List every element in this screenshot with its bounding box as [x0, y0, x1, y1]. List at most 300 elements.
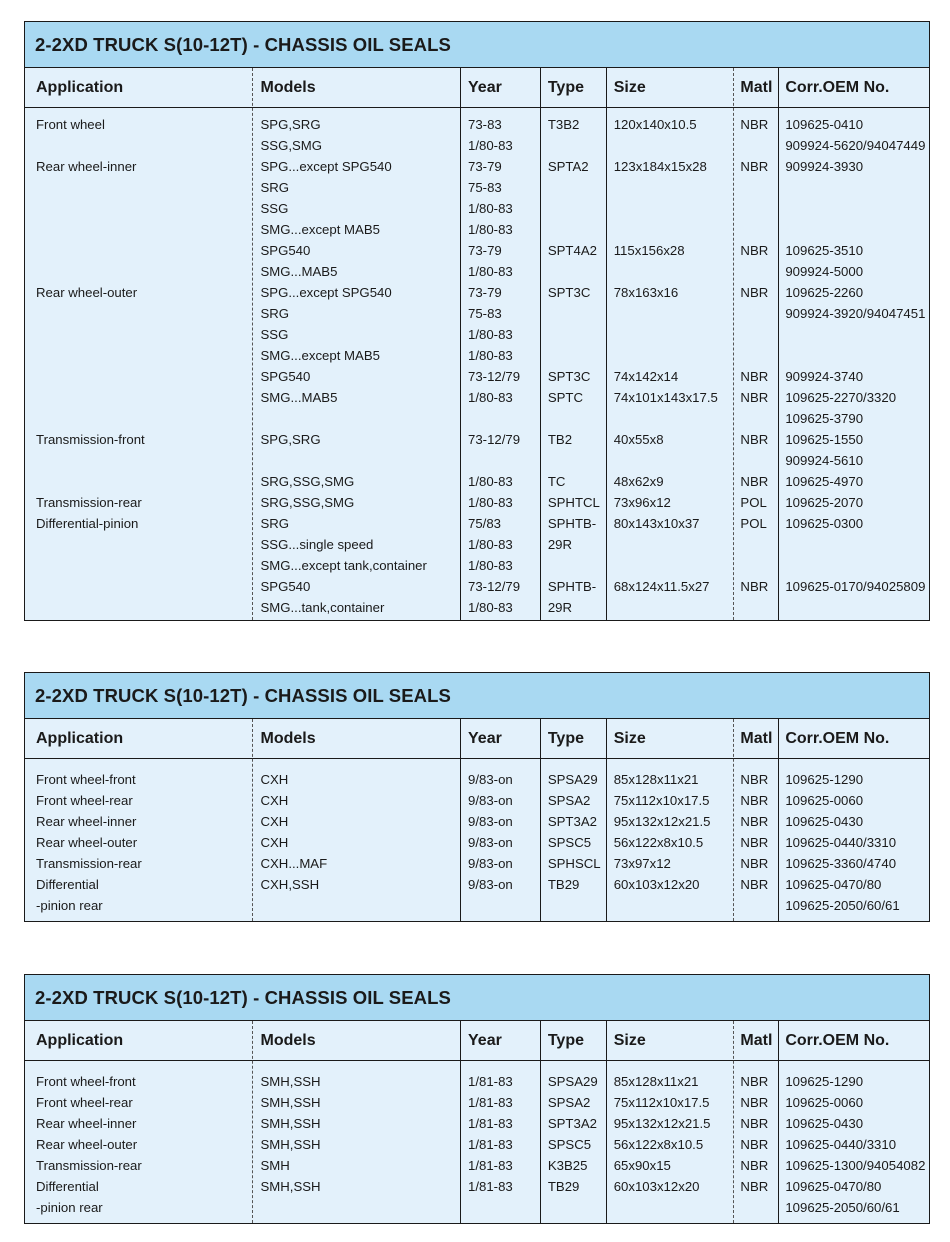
- cell-year: 1/80-83: [468, 495, 513, 510]
- column-divider: [540, 719, 541, 921]
- cell-application: Front wheel-front: [36, 1074, 136, 1089]
- cell-models: SMG...MAB5: [260, 390, 338, 405]
- cell-type: TB29: [547, 877, 580, 892]
- cell-matl: NBR: [740, 243, 769, 258]
- cell-matl: NBR: [740, 1074, 769, 1089]
- table-row: [25, 1176, 929, 1197]
- column-divider: [252, 1021, 253, 1223]
- cell-year: 9/83-on: [468, 772, 513, 787]
- cell-models: [252, 408, 460, 429]
- table-row: [25, 853, 929, 874]
- header-oem: Corr.OEM No.: [785, 78, 890, 96]
- cell-type: SPT3A2: [547, 1116, 597, 1131]
- cell-oem-number: 909924-3930: [785, 159, 864, 174]
- cell-year: 1/80-83: [468, 390, 513, 405]
- cell-size: 80x143x10x37: [613, 516, 700, 531]
- cell-models: SMH: [260, 1158, 290, 1173]
- cell-matl: NBR: [740, 390, 769, 405]
- cell-application: Differential-pinion: [36, 516, 139, 531]
- header-type: Type: [547, 729, 584, 747]
- cell-application: [25, 366, 252, 387]
- cell-oem-number: 109625-0470/80: [785, 1179, 882, 1194]
- cell-application: Front wheel-rear: [36, 1095, 133, 1110]
- cell-oem-number: 109625-0430: [785, 1116, 864, 1131]
- header-year: Year: [468, 78, 502, 96]
- cell-models: SMG...except MAB5: [260, 348, 380, 363]
- cell-year: 1/81-83: [468, 1095, 513, 1110]
- header-size: Size: [613, 78, 646, 96]
- cell-matl: [732, 555, 777, 576]
- cell-models: CXH: [260, 814, 289, 829]
- cell-models: SRG,SSG,SMG: [260, 474, 355, 489]
- cell-size: [606, 1197, 733, 1218]
- cell-models: SRG: [260, 306, 290, 321]
- header-oem: Corr.OEM No.: [785, 729, 890, 747]
- cell-type: SPT3A2: [547, 814, 597, 829]
- table-row: [25, 832, 929, 853]
- cell-matl: [732, 597, 777, 618]
- cell-application: [25, 597, 252, 618]
- cell-size: [606, 324, 733, 345]
- cell-size: 74x142x14: [613, 369, 679, 384]
- cell-type: [540, 895, 606, 916]
- table-row: [25, 114, 929, 135]
- cell-models: SPG,SRG: [260, 432, 321, 447]
- cell-year: 75/83: [468, 516, 502, 531]
- table-row: [25, 303, 929, 324]
- cell-application: Rear wheel-inner: [36, 814, 137, 829]
- column-divider: [778, 1021, 779, 1223]
- cell-application: Differential: [36, 877, 99, 892]
- cell-application: [25, 240, 252, 261]
- cell-size: 56x122x8x10.5: [613, 835, 704, 850]
- cell-application: [25, 177, 252, 198]
- cell-size: 73x97x12: [613, 856, 671, 871]
- cell-matl: NBR: [740, 117, 769, 132]
- cell-oem-number: [777, 597, 929, 618]
- table-row: [25, 769, 929, 790]
- table-row: [25, 387, 929, 408]
- cell-models: CXH...MAF: [260, 856, 328, 871]
- cell-application: [25, 534, 252, 555]
- cell-type: [540, 345, 606, 366]
- cell-oem-number: 909924-5620/94047449: [785, 138, 926, 153]
- table-row: [25, 240, 929, 261]
- cell-year: [460, 450, 540, 471]
- header-matl: Matl: [740, 1031, 773, 1049]
- cell-oem-number: 109625-0470/80: [785, 877, 882, 892]
- cell-type: [540, 450, 606, 471]
- cell-models: SPG...except SPG540: [260, 159, 392, 174]
- cell-application: [25, 471, 252, 492]
- cell-models: SMH,SSH: [260, 1179, 321, 1194]
- column-divider: [460, 68, 461, 620]
- cell-size: [606, 895, 733, 916]
- cell-type: TB2: [547, 432, 573, 447]
- cell-size: 65x90x15: [613, 1158, 671, 1173]
- cell-size: 95x132x12x21.5: [613, 1116, 711, 1131]
- cell-oem-number: 109625-2070: [785, 495, 864, 510]
- cell-matl: NBR: [740, 856, 769, 871]
- cell-year: 9/83-on: [468, 856, 513, 871]
- cell-type: SPTC: [547, 390, 584, 405]
- cell-matl: [732, 895, 777, 916]
- cell-oem-number: 109625-0300: [785, 516, 864, 531]
- cell-models: SRG: [260, 516, 290, 531]
- cell-matl: NBR: [740, 793, 769, 808]
- cell-type: [540, 555, 606, 576]
- cell-type: [540, 324, 606, 345]
- table-row: [25, 492, 929, 513]
- cell-type: [540, 303, 606, 324]
- header-models: Models: [260, 1031, 316, 1049]
- table-row: [25, 1113, 929, 1134]
- cell-oem-number: 109625-4970: [785, 474, 864, 489]
- table-row: [25, 429, 929, 450]
- cell-application: Rear wheel-inner: [36, 159, 137, 174]
- cell-matl: NBR: [740, 579, 769, 594]
- cell-year: [460, 408, 540, 429]
- cell-oem-number: 109625-1290: [785, 772, 864, 787]
- table-row: [25, 261, 929, 282]
- cell-application: Transmission-rear: [36, 856, 142, 871]
- cell-oem-number: [777, 345, 929, 366]
- cell-matl: [732, 219, 777, 240]
- cell-year: 1/80-83: [468, 348, 513, 363]
- cell-size: 40x55x8: [613, 432, 664, 447]
- cell-type: [540, 177, 606, 198]
- cell-type: SPHTB-: [547, 579, 597, 594]
- cell-year: 73-12/79: [468, 579, 521, 594]
- table-row: [25, 324, 929, 345]
- header-size: Size: [613, 1031, 646, 1049]
- cell-size: 95x132x12x21.5: [613, 814, 711, 829]
- table-body: [25, 759, 929, 916]
- cell-size: 68x124x11.5x27: [613, 579, 710, 594]
- column-divider: [778, 68, 779, 620]
- table-row: [25, 790, 929, 811]
- cell-application: [25, 345, 252, 366]
- cell-matl: [732, 408, 777, 429]
- cell-oem-number: 909924-5610: [785, 453, 864, 468]
- table-row: [25, 219, 929, 240]
- cell-application: [25, 387, 252, 408]
- cell-application: [25, 450, 252, 471]
- cell-models: SMG...except tank,container: [260, 558, 427, 573]
- cell-oem-number: [777, 219, 929, 240]
- cell-year: 1/81-83: [468, 1074, 513, 1089]
- table-row: [25, 576, 929, 597]
- cell-oem-number: 109625-2050/60/61: [785, 898, 900, 913]
- cell-year: 1/80-83: [468, 558, 513, 573]
- header-type: Type: [547, 78, 584, 96]
- table-title: 2-2XD TRUCK S(10-12T) - CHASSIS OIL SEALS: [25, 673, 929, 719]
- table-row: [25, 1092, 929, 1113]
- cell-size: 74x101x143x17.5: [613, 390, 718, 405]
- cell-matl: NBR: [740, 369, 769, 384]
- cell-oem-number: 909924-5000: [785, 264, 864, 279]
- cell-models: [252, 895, 460, 916]
- header-matl: Matl: [740, 729, 773, 747]
- column-divider: [733, 68, 734, 620]
- cell-size: 60x103x12x20: [613, 1179, 700, 1194]
- cell-year: 1/81-83: [468, 1179, 513, 1194]
- cell-year: 75-83: [468, 306, 502, 321]
- cell-matl: [732, 1197, 777, 1218]
- cell-matl: [732, 534, 777, 555]
- header-models: Models: [260, 78, 316, 96]
- cell-year: 9/83-on: [468, 877, 513, 892]
- cell-type: TC: [547, 474, 566, 489]
- cell-year: 9/83-on: [468, 814, 513, 829]
- cell-models: SMH,SSH: [260, 1074, 321, 1089]
- cell-size: [606, 198, 733, 219]
- cell-application: -pinion rear: [36, 1200, 103, 1215]
- cell-application: [25, 555, 252, 576]
- table-body: [25, 108, 929, 618]
- cell-application: Rear wheel-outer: [36, 835, 138, 850]
- cell-oem-number: 109625-0430: [785, 814, 864, 829]
- cell-models: [252, 450, 460, 471]
- cell-type: SPSA29: [547, 772, 598, 787]
- cell-type: SPT3C: [547, 369, 591, 384]
- cell-type: 29R: [547, 600, 573, 615]
- table-row: [25, 345, 929, 366]
- cell-matl: [732, 303, 777, 324]
- column-divider: [733, 719, 734, 921]
- header-application: Application: [36, 729, 124, 747]
- cell-type: SPHTCL: [547, 495, 600, 510]
- cell-oem-number: 109625-0060: [785, 793, 864, 808]
- cell-size: 56x122x8x10.5: [613, 1137, 704, 1152]
- cell-application: Differential: [36, 1179, 99, 1194]
- column-divider: [606, 719, 607, 921]
- column-divider: [540, 68, 541, 620]
- table-row: [25, 135, 929, 156]
- cell-type: SPSC5: [547, 835, 592, 850]
- cell-year: 73-83: [468, 117, 502, 132]
- cell-size: [606, 177, 733, 198]
- cell-type: SPSC5: [547, 1137, 592, 1152]
- cell-type: 29R: [547, 537, 573, 552]
- cell-oem-number: [777, 555, 929, 576]
- cell-matl: NBR: [740, 814, 769, 829]
- cell-models: SPG,SRG: [260, 117, 321, 132]
- oil-seals-table-2: [24, 672, 930, 922]
- header-oem: Corr.OEM No.: [785, 1031, 890, 1049]
- cell-matl: [732, 345, 777, 366]
- header-year: Year: [468, 1031, 502, 1049]
- column-divider: [778, 719, 779, 921]
- cell-year: 73-12/79: [468, 369, 521, 384]
- cell-models: SMG...tank,container: [260, 600, 385, 615]
- header-size: Size: [613, 729, 646, 747]
- header-application: Application: [36, 78, 124, 96]
- oil-seals-table-3: [24, 974, 930, 1224]
- table-row: [25, 555, 929, 576]
- cell-models: CXH: [260, 772, 289, 787]
- cell-application: Front wheel-front: [36, 772, 136, 787]
- cell-models: SRG,SSG,SMG: [260, 495, 355, 510]
- cell-matl: NBR: [740, 432, 769, 447]
- oil-seals-table-1: [24, 21, 930, 621]
- cell-application: Front wheel-rear: [36, 793, 133, 808]
- cell-year: 1/80-83: [468, 264, 513, 279]
- cell-matl: NBR: [740, 159, 769, 174]
- cell-models: [252, 1197, 460, 1218]
- cell-year: 9/83-on: [468, 835, 513, 850]
- cell-year: 1/80-83: [468, 600, 513, 615]
- table-row: [25, 471, 929, 492]
- table-row: [25, 156, 929, 177]
- cell-application: Transmission-rear: [36, 495, 142, 510]
- cell-year: 73-79: [468, 243, 502, 258]
- header-models: Models: [260, 729, 316, 747]
- cell-type: SPHTB-: [547, 516, 597, 531]
- table-row: [25, 450, 929, 471]
- cell-models: SSG: [260, 201, 289, 216]
- table-row: [25, 408, 929, 429]
- cell-size: [606, 303, 733, 324]
- cell-year: 73-12/79: [468, 432, 521, 447]
- cell-models: SSG...single speed: [260, 537, 374, 552]
- table-row: [25, 597, 929, 618]
- cell-size: [606, 261, 733, 282]
- cell-application: Rear wheel-outer: [36, 1137, 138, 1152]
- cell-size: 75x112x10x17.5: [613, 1095, 710, 1110]
- cell-models: SPG...except SPG540: [260, 285, 392, 300]
- cell-application: Transmission-front: [36, 432, 145, 447]
- cell-matl: NBR: [740, 772, 769, 787]
- column-divider: [606, 68, 607, 620]
- cell-size: [606, 534, 733, 555]
- cell-oem-number: 109625-2270/3320: [785, 390, 897, 405]
- cell-size: [606, 450, 733, 471]
- cell-models: SPG540: [260, 579, 311, 594]
- cell-matl: [732, 135, 777, 156]
- cell-type: [540, 261, 606, 282]
- cell-size: 78x163x16: [613, 285, 679, 300]
- cell-year: 1/81-83: [468, 1158, 513, 1173]
- cell-application: [25, 408, 252, 429]
- cell-size: [606, 555, 733, 576]
- table-row: [25, 282, 929, 303]
- column-divider: [460, 719, 461, 921]
- cell-oem-number: [777, 534, 929, 555]
- cell-models: SPG540: [260, 369, 311, 384]
- table-header-row: [25, 68, 929, 108]
- cell-oem-number: 109625-0410: [785, 117, 864, 132]
- cell-models: CXH: [260, 793, 289, 808]
- cell-application: [25, 576, 252, 597]
- table-row: [25, 534, 929, 555]
- cell-year: 73-79: [468, 285, 502, 300]
- table-row: [25, 513, 929, 534]
- table-title: 2-2XD TRUCK S(10-12T) - CHASSIS OIL SEALS: [25, 975, 929, 1021]
- cell-application: [25, 303, 252, 324]
- cell-models: SRG: [260, 180, 290, 195]
- cell-size: 123x184x15x28: [613, 159, 707, 174]
- table-row: [25, 1071, 929, 1092]
- cell-models: SMH,SSH: [260, 1095, 321, 1110]
- cell-application: [25, 135, 252, 156]
- cell-models: SSG: [260, 327, 289, 342]
- cell-size: [606, 408, 733, 429]
- cell-models: SMG...except MAB5: [260, 222, 380, 237]
- cell-application: Transmission-rear: [36, 1158, 142, 1173]
- column-divider: [252, 719, 253, 921]
- table-title: 2-2XD TRUCK S(10-12T) - CHASSIS OIL SEALS: [25, 22, 929, 68]
- cell-year: 1/81-83: [468, 1116, 513, 1131]
- table-row: [25, 366, 929, 387]
- cell-type: SPT4A2: [547, 243, 597, 258]
- cell-matl: NBR: [740, 1095, 769, 1110]
- cell-models: CXH,SSH: [260, 877, 320, 892]
- cell-matl: NBR: [740, 877, 769, 892]
- table-row: [25, 1134, 929, 1155]
- cell-application: [25, 219, 252, 240]
- cell-application: [25, 198, 252, 219]
- cell-year: 1/80-83: [468, 201, 513, 216]
- cell-type: TB29: [547, 1179, 580, 1194]
- table-header-row: [25, 1021, 929, 1061]
- cell-oem-number: 909924-3740: [785, 369, 864, 384]
- table-row: [25, 1197, 929, 1218]
- cell-type: SPTA2: [547, 159, 589, 174]
- cell-matl: NBR: [740, 1137, 769, 1152]
- cell-oem-number: 109625-0060: [785, 1095, 864, 1110]
- table-row: [25, 1155, 929, 1176]
- cell-application: [25, 261, 252, 282]
- cell-oem-number: 109625-1300/94054082: [785, 1158, 926, 1173]
- cell-oem-number: 109625-3360/4740: [785, 856, 897, 871]
- cell-oem-number: [777, 324, 929, 345]
- cell-matl: NBR: [740, 1179, 769, 1194]
- cell-matl: [732, 261, 777, 282]
- table-row: [25, 874, 929, 895]
- cell-type: K3B25: [547, 1158, 588, 1173]
- column-divider: [733, 1021, 734, 1223]
- cell-models: CXH: [260, 835, 289, 850]
- cell-type: SPHSCL: [547, 856, 601, 871]
- cell-application: [25, 324, 252, 345]
- table-row: [25, 177, 929, 198]
- cell-models: SMG...MAB5: [260, 264, 338, 279]
- cell-year: 1/80-83: [468, 327, 513, 342]
- cell-matl: NBR: [740, 1116, 769, 1131]
- cell-oem-number: 109625-1290: [785, 1074, 864, 1089]
- column-divider: [252, 68, 253, 620]
- cell-matl: NBR: [740, 1158, 769, 1173]
- header-matl: Matl: [740, 78, 773, 96]
- cell-size: [606, 135, 733, 156]
- header-application: Application: [36, 1031, 124, 1049]
- cell-year: 1/80-83: [468, 474, 513, 489]
- cell-size: 120x140x10.5: [613, 117, 697, 132]
- cell-size: 48x62x9: [613, 474, 664, 489]
- cell-size: [606, 597, 733, 618]
- cell-type: SPT3C: [547, 285, 591, 300]
- cell-models: SSG,SMG: [260, 138, 323, 153]
- cell-year: [460, 895, 540, 916]
- cell-type: SPSA2: [547, 1095, 591, 1110]
- cell-application: Front wheel: [36, 117, 105, 132]
- cell-type: SPSA29: [547, 1074, 598, 1089]
- cell-type: SPSA2: [547, 793, 591, 808]
- cell-type: T3B2: [547, 117, 580, 132]
- cell-oem-number: 109625-2050/60/61: [785, 1200, 900, 1215]
- table-row: [25, 198, 929, 219]
